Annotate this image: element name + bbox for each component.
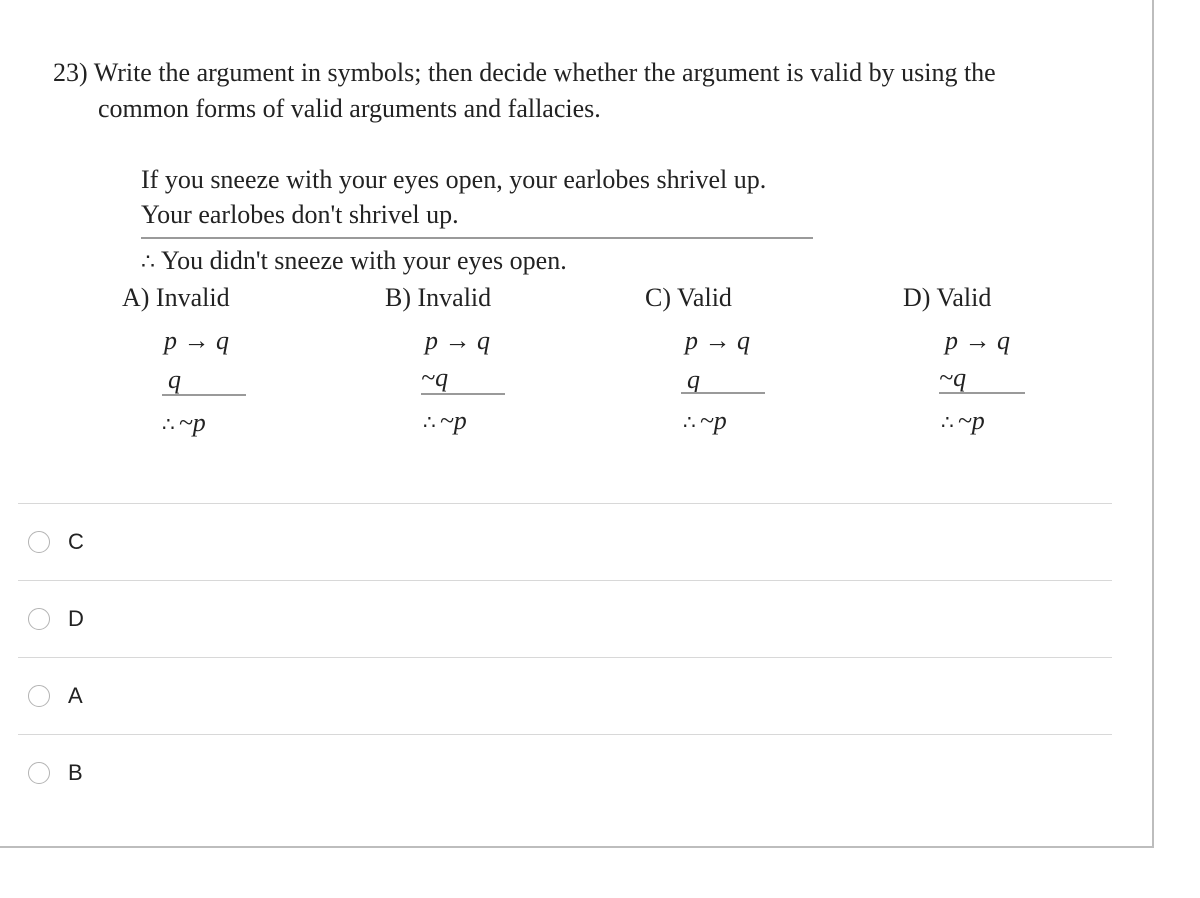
answer-choice-c[interactable] xyxy=(18,503,1112,580)
option-a-conclusion: ∴ ~p xyxy=(162,408,206,437)
option-d-conclusion: ∴ ~p xyxy=(941,406,985,435)
radio-button[interactable] xyxy=(28,608,50,630)
question-text-continued: common forms of valid arguments and fallacies. xyxy=(98,94,601,123)
option-d-therefore: ∴ xyxy=(941,412,954,434)
argument-premise-1: If you sneeze with your eyes open, your earlobes shrivel up. xyxy=(141,165,767,194)
question-text: 23) Write the argument in symbols; then decide whether the argument is valid by using the xyxy=(53,58,996,87)
argument-divider xyxy=(141,237,813,239)
option-c-premise-2: q xyxy=(687,365,700,394)
option-a xyxy=(122,283,302,437)
answer-choice-label[interactable]: C xyxy=(68,529,84,554)
option-b-conclusion: ∴ ~p xyxy=(423,406,467,435)
option-d xyxy=(903,283,1083,435)
option-d-title: D) Valid xyxy=(903,283,992,312)
option-a-title: A) Invalid xyxy=(122,283,230,312)
option-b-title: B) Invalid xyxy=(385,283,492,312)
option-c-title: C) Valid xyxy=(645,283,732,312)
option-b-divider xyxy=(421,393,505,395)
therefore-symbol: ∴ xyxy=(141,249,155,274)
argument-premise-2: Your earlobes don't shrivel up. xyxy=(141,200,459,229)
radio-button[interactable] xyxy=(28,685,50,707)
option-c-therefore: ∴ xyxy=(683,412,696,434)
option-d-premise-1: p → q xyxy=(945,326,1010,355)
option-c-conclusion: ∴ ~p xyxy=(683,406,727,435)
option-b xyxy=(385,283,565,435)
answer-choice-b[interactable] xyxy=(18,734,1112,811)
option-c-divider xyxy=(681,392,765,394)
argument-conclusion-line xyxy=(141,246,567,276)
option-a-divider xyxy=(162,394,246,396)
option-c-premise-1: p → q xyxy=(685,326,750,355)
radio-button[interactable] xyxy=(28,531,50,553)
option-a-premise-1: p → q xyxy=(164,326,229,355)
answer-choice-list xyxy=(18,503,1112,811)
answer-choice-label[interactable]: D xyxy=(68,606,84,631)
radio-button[interactable] xyxy=(28,762,50,784)
option-d-premise-2: ~q xyxy=(939,363,967,392)
option-b-premise-1: p → q xyxy=(425,326,490,355)
option-b-therefore: ∴ xyxy=(423,412,436,434)
option-a-premise-2: q xyxy=(168,365,181,394)
option-b-premise-2: ~q xyxy=(421,363,449,392)
option-c xyxy=(645,283,825,435)
answer-choice-label[interactable]: B xyxy=(68,760,83,785)
argument-conclusion: You didn't sneeze with your eyes open. xyxy=(161,246,567,275)
answer-choice-label[interactable]: A xyxy=(68,683,83,708)
answer-choice-a[interactable] xyxy=(18,657,1112,734)
option-a-therefore: ∴ xyxy=(162,414,175,436)
answer-choice-d[interactable] xyxy=(18,580,1112,657)
option-d-divider xyxy=(939,392,1025,394)
